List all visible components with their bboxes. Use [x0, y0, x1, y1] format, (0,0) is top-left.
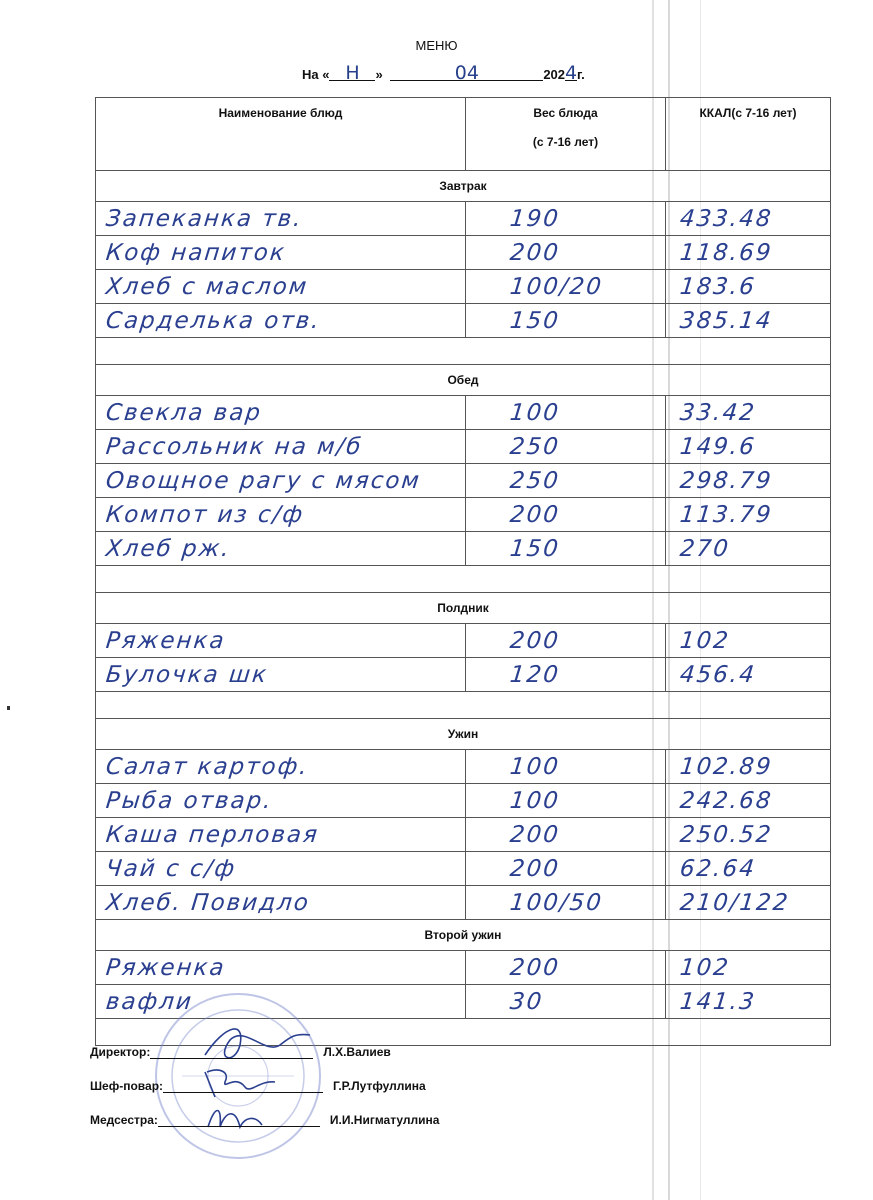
table-row — [96, 396, 831, 430]
dish-name: Чай с с/ф — [104, 855, 238, 882]
dish-name: Хлеб с маслом — [104, 273, 310, 300]
dish-weight: 150 — [508, 535, 562, 562]
dish-name: Рыба отвар. — [104, 787, 275, 814]
section-title-breakfast: Завтрак — [96, 171, 831, 202]
dish-weight: 30 — [508, 988, 545, 1015]
director-name: Л.Х.Валиев — [323, 1045, 391, 1059]
col-header-name: Наименование блюд — [96, 98, 466, 171]
dish-name: Каша перловая — [104, 821, 321, 848]
signature-row-director — [90, 1045, 439, 1079]
dish-kcal: 385.14 — [678, 307, 774, 334]
chef-role: Шеф-повар: — [90, 1079, 164, 1093]
table-row — [96, 784, 831, 818]
section-row — [96, 920, 831, 951]
dish-name: вафли — [104, 988, 195, 1015]
nurse-name: И.И.Нигматуллина — [329, 1113, 440, 1127]
empty-row — [96, 692, 831, 719]
table-row — [96, 886, 831, 920]
section-title-dinner: Ужин — [96, 719, 831, 750]
signatures-block — [90, 1045, 439, 1147]
table-row — [96, 464, 831, 498]
dish-kcal: 113.79 — [678, 501, 774, 528]
date-month: 04 — [390, 66, 543, 81]
dish-kcal: 210/122 — [678, 889, 791, 916]
date-day: H — [329, 66, 375, 81]
table-row — [96, 750, 831, 784]
dish-kcal: 33.42 — [678, 399, 758, 426]
dish-name: Коф напиток — [104, 239, 288, 266]
signature-row-nurse — [90, 1113, 439, 1147]
section-row — [96, 719, 831, 750]
dish-weight: 190 — [508, 205, 562, 232]
dish-name: Овощное рагу с мясом — [104, 467, 423, 494]
empty-row — [96, 566, 831, 593]
dish-kcal: 456.4 — [678, 661, 758, 688]
date-mid: » — [375, 67, 383, 82]
table-row — [96, 430, 831, 464]
year-digit: 4 — [565, 62, 578, 84]
dish-name: Салат картоф. — [104, 753, 311, 780]
dish-weight: 200 — [508, 239, 562, 266]
dish-name: Хлеб. Повидло — [104, 889, 312, 916]
dish-name: Рассольник на м/б — [104, 433, 364, 460]
section-row — [96, 171, 831, 202]
table-row — [96, 236, 831, 270]
dish-kcal: 102.89 — [678, 753, 774, 780]
date-prefix: На « — [302, 67, 330, 82]
col-header-weight-sub: (с 7-16 лет) — [532, 135, 599, 149]
dish-weight: 200 — [508, 627, 562, 654]
dish-kcal: 141.3 — [678, 988, 758, 1015]
dish-kcal: 242.68 — [678, 787, 774, 814]
table-row — [96, 270, 831, 304]
table-row — [96, 532, 831, 566]
signature-row-chef — [90, 1079, 439, 1113]
col-header-weight-label: Вес блюда — [533, 106, 598, 120]
page-title: МЕНЮ — [415, 38, 458, 53]
nurse-role: Медсестра: — [90, 1113, 158, 1127]
col-header-kcal: ККАЛ(с 7-16 лет) — [666, 98, 831, 171]
table-row — [96, 304, 831, 338]
menu-table — [95, 97, 831, 1046]
signature-line — [163, 1092, 323, 1093]
table-row — [96, 658, 831, 692]
dish-kcal: 433.48 — [678, 205, 774, 232]
date-line — [302, 62, 585, 84]
dish-weight: 200 — [508, 821, 562, 848]
col-header-weight — [466, 98, 666, 171]
table-row — [96, 818, 831, 852]
chef-name: Г.Р.Лутфуллина — [333, 1079, 426, 1093]
table-row — [96, 202, 831, 236]
dish-weight: 120 — [508, 661, 562, 688]
section-title-second-dinner: Второй ужин — [96, 920, 831, 951]
section-title-snack: Полдник — [96, 593, 831, 624]
dish-kcal: 102 — [678, 627, 732, 654]
dish-weight: 100/50 — [508, 889, 605, 916]
table-row — [96, 498, 831, 532]
dish-name: Ряженка — [104, 627, 227, 654]
dish-kcal: 270 — [678, 535, 732, 562]
dish-weight: 200 — [508, 501, 562, 528]
table-header-row — [96, 98, 831, 171]
section-title-lunch: Обед — [96, 365, 831, 396]
dish-name: Сарделька отв. — [104, 307, 323, 334]
dish-weight: 100/20 — [508, 273, 605, 300]
dish-weight: 250 — [508, 467, 562, 494]
director-role: Директор: — [90, 1045, 151, 1059]
dish-weight: 100 — [508, 787, 562, 814]
empty-row — [96, 338, 831, 365]
dish-kcal: 118.69 — [678, 239, 774, 266]
dish-weight: 150 — [508, 307, 562, 334]
dish-name: Компот из с/ф — [104, 501, 306, 528]
dish-name: Запеканка тв. — [104, 205, 304, 232]
table-row — [96, 951, 831, 985]
dish-kcal: 183.6 — [678, 273, 758, 300]
dish-kcal: 102 — [678, 954, 732, 981]
dish-name: Ряженка — [104, 954, 227, 981]
table-row — [96, 624, 831, 658]
dish-name: Булочка шк — [104, 661, 270, 688]
dish-weight: 100 — [508, 753, 562, 780]
dish-kcal: 298.79 — [678, 467, 774, 494]
dish-weight: 100 — [508, 399, 562, 426]
scan-speck — [7, 706, 10, 710]
dish-weight: 200 — [508, 954, 562, 981]
section-row — [96, 593, 831, 624]
year-prefix: 202 — [543, 67, 566, 82]
dish-weight: 200 — [508, 855, 562, 882]
dish-name: Свекла вар — [104, 399, 264, 426]
dish-kcal: 149.6 — [678, 433, 758, 460]
section-row — [96, 365, 831, 396]
dish-name: Хлеб рж. — [104, 535, 233, 562]
dish-weight: 250 — [508, 433, 562, 460]
signature-line — [158, 1126, 320, 1127]
dish-kcal: 250.52 — [678, 821, 774, 848]
dish-kcal: 62.64 — [678, 855, 758, 882]
signature-line — [150, 1058, 313, 1059]
table-row — [96, 852, 831, 886]
year-suffix: г. — [577, 67, 585, 82]
